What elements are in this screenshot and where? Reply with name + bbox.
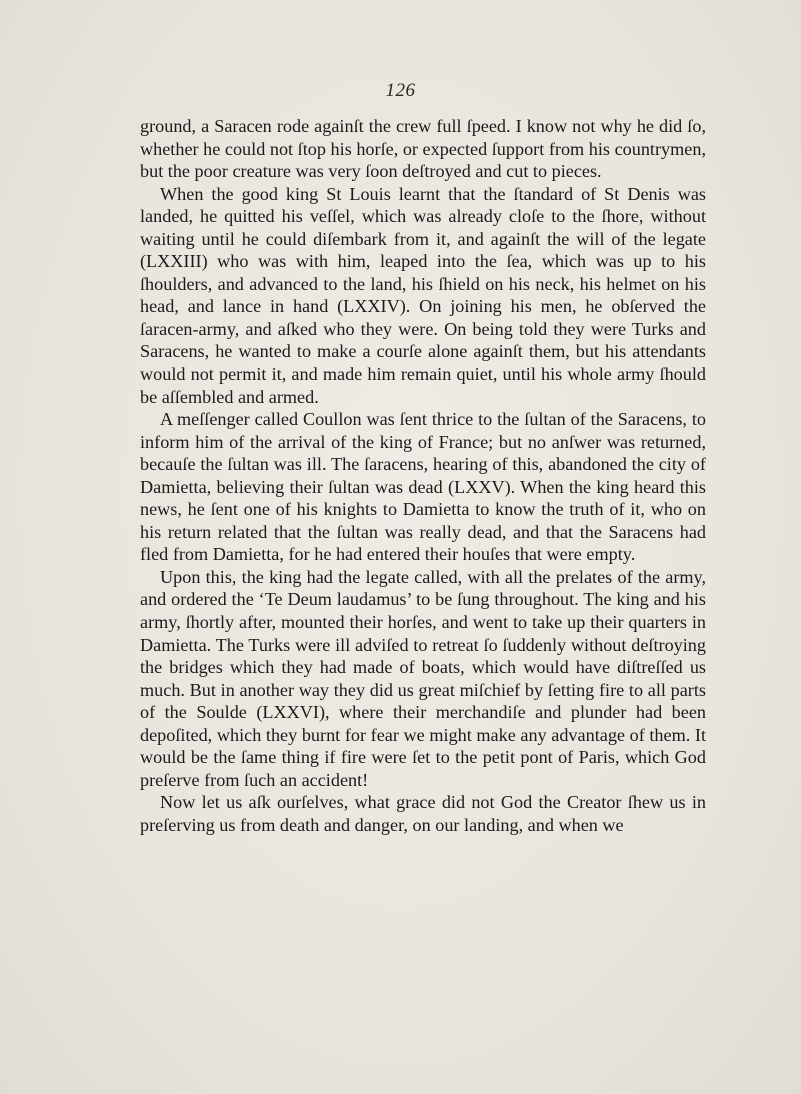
paragraph-3: A meſſenger called Coullon was ſent thrice to the ſultan of the Saracens, to inform him of the arrival of the king of France; but no anſwer was returned, becauſe the ſultan was ill. The ſaracens, hearing of this, abandoned the city of Damietta, believing their ſultan was dead (LXXV). When the king heard this news, he ſent one of his knights to Damietta to know the truth of it, who on his return related that the ſultan was really dead, and that the Saracens had fled from Damietta, for he had entered their houſes that were empty.: [140, 409, 706, 565]
body-text: [140, 115, 706, 837]
paragraph-5: Now let us aſk ourſelves, what grace did not God the Creator ſhew us in preſerving us from death and danger, on our landing, and when we: [140, 792, 706, 835]
page-number: 126: [385, 80, 416, 101]
paragraph-2: When the good king St Louis learnt that the ſtandard of St Denis was landed, he quitted his veſſel, which was already cloſe to the ſhore, without waiting until he could diſembark from it, and againſt the will of the legate (LXXIII) who was with him, leaped into the ſea, which was up to his ſhoulders, and advanced to the land, his ſhield on his neck, his helmet on his head, and lance in hand (LXXIV). On joining his men, he obſerved the ſaracen-army, and aſked who they were. On being told they were Turks and Saracens, he wanted to make a courſe alone againſt them, but his attendants would not permit it, and made him remain quiet, until his whole army ſhould be aſſembled and armed.: [140, 183, 706, 407]
paragraph-1: ground, a Saracen rode againſt the crew full ſpeed. I know not why he did ſo, whether he could not ſtop his horſe, or expected ſupport from his countrymen, but the poor creature was very ſoon deſtroyed and cut to pieces.: [140, 116, 706, 182]
paragraph-4: Upon this, the king had the legate called, with all the prelates of the army, and ordered the ‘Te Deum laudamus’ to be ſung throughout. The king and his army, ſhortly after, mounted their horſes, and went to take up their quarters in Damietta. The Turks were ill adviſed to retreat ſo ſuddenly without deſtroying the bridges which they had made of boats, which would have diſtreſſed us much. But in another way they did us great miſchief by ſetting fire to all parts of the Soulde (LXXVI), where their merchandiſe and plunder had been depoſited, which they burnt for fear we might make any advantage of them. It would be the ſame thing if fire were ſet to the petit pont of Paris, which God preſerve from ſuch an accident!: [140, 566, 706, 790]
